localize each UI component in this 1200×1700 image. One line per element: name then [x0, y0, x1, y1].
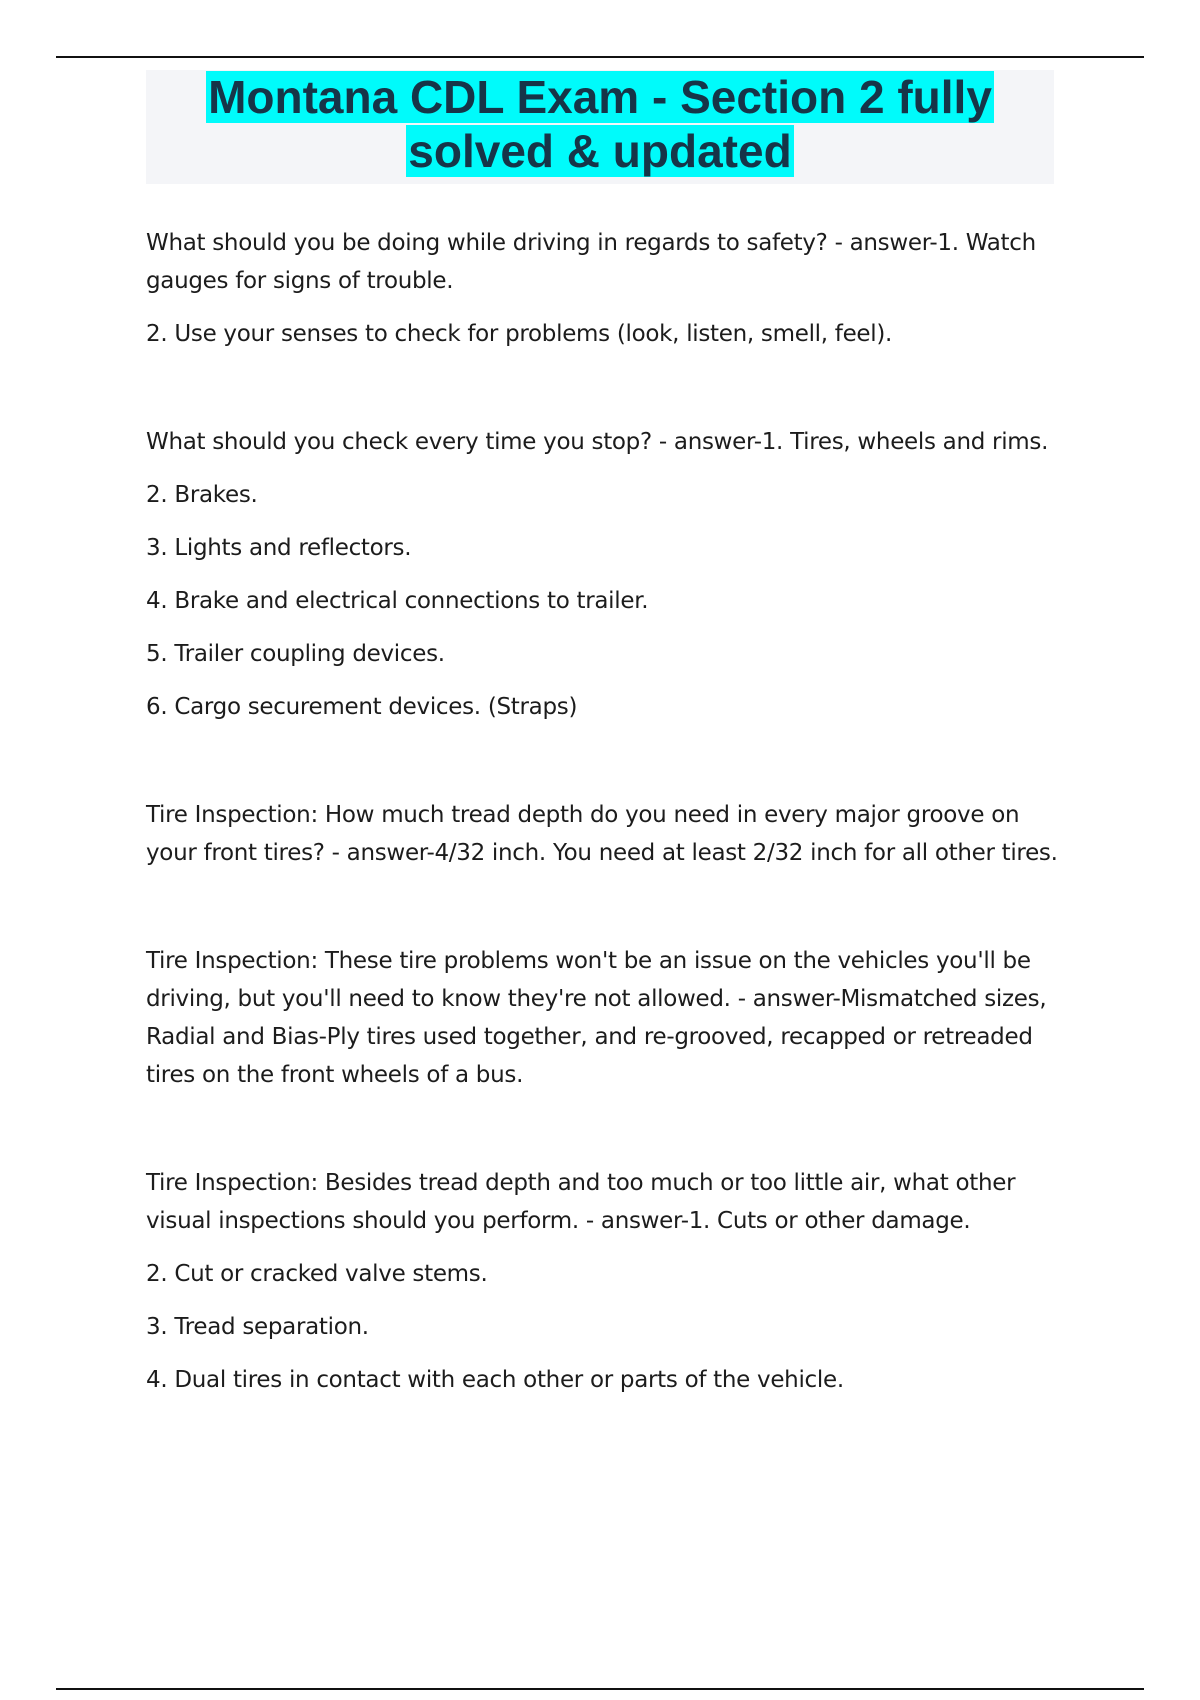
qa-block-safety [146, 224, 1066, 353]
page-title-text-2: solved & updated [408, 125, 792, 177]
bottom-rule [56, 1688, 1144, 1690]
question-paragraph: Tire Inspection: Besides tread depth and too much or too little air, what other visual inspections should you perform. - answer-1. Cuts or other damage. [146, 1170, 1016, 1234]
document-body [146, 224, 1066, 1469]
title-box [146, 70, 1054, 184]
answer-item: 4. Brake and electrical connections to trailer. [146, 588, 649, 614]
question-paragraph: What should you check every time you stop? - answer-1. Tires, wheels and rims. [146, 429, 1049, 455]
answer-item: 4. Dual tires in contact with each other or parts of the vehicle. [146, 1367, 844, 1393]
question-paragraph: Tire Inspection: How much tread depth do you need in every major groove on your front tires? - answer-4/32 inch. You need at least 2/32 inch for all other tires. [146, 802, 1058, 866]
answer-item: 5. Trailer coupling devices. [146, 641, 445, 667]
page-title-line-2 [146, 124, 1054, 178]
qa-block-stop-check [146, 423, 1066, 726]
answer-item: 3. Lights and reflectors. [146, 535, 412, 561]
answer-item: 6. Cargo securement devices. (Straps) [146, 694, 578, 720]
page-title-text-1: Montana CDL Exam - Section 2 fully [208, 71, 992, 123]
qa-block-tire-problems [146, 942, 1066, 1094]
question-paragraph: Tire Inspection: These tire problems won't be an issue on the vehicles you'll be driving, but you'll need to know they're not allowed. - answer-Mismatched sizes, Radial and Bias-Ply tires used together, and re-grooved, recapped or retreaded tires on the front wheels of a bus. [146, 948, 1047, 1088]
qa-block-tread-depth [146, 796, 1066, 872]
qa-block-visual-inspection [146, 1164, 1066, 1399]
page-title-line-1 [146, 70, 1054, 124]
question-paragraph: What should you be doing while driving in regards to safety? - answer-1. Watch gauges for signs of trouble. [146, 230, 1036, 294]
answer-item: 2. Brakes. [146, 482, 258, 508]
answer-item: 2. Use your senses to check for problems (look, listen, smell, feel). [146, 321, 893, 347]
top-rule [56, 56, 1144, 58]
answer-item: 2. Cut or cracked valve stems. [146, 1261, 488, 1287]
answer-item: 3. Tread separation. [146, 1314, 369, 1340]
